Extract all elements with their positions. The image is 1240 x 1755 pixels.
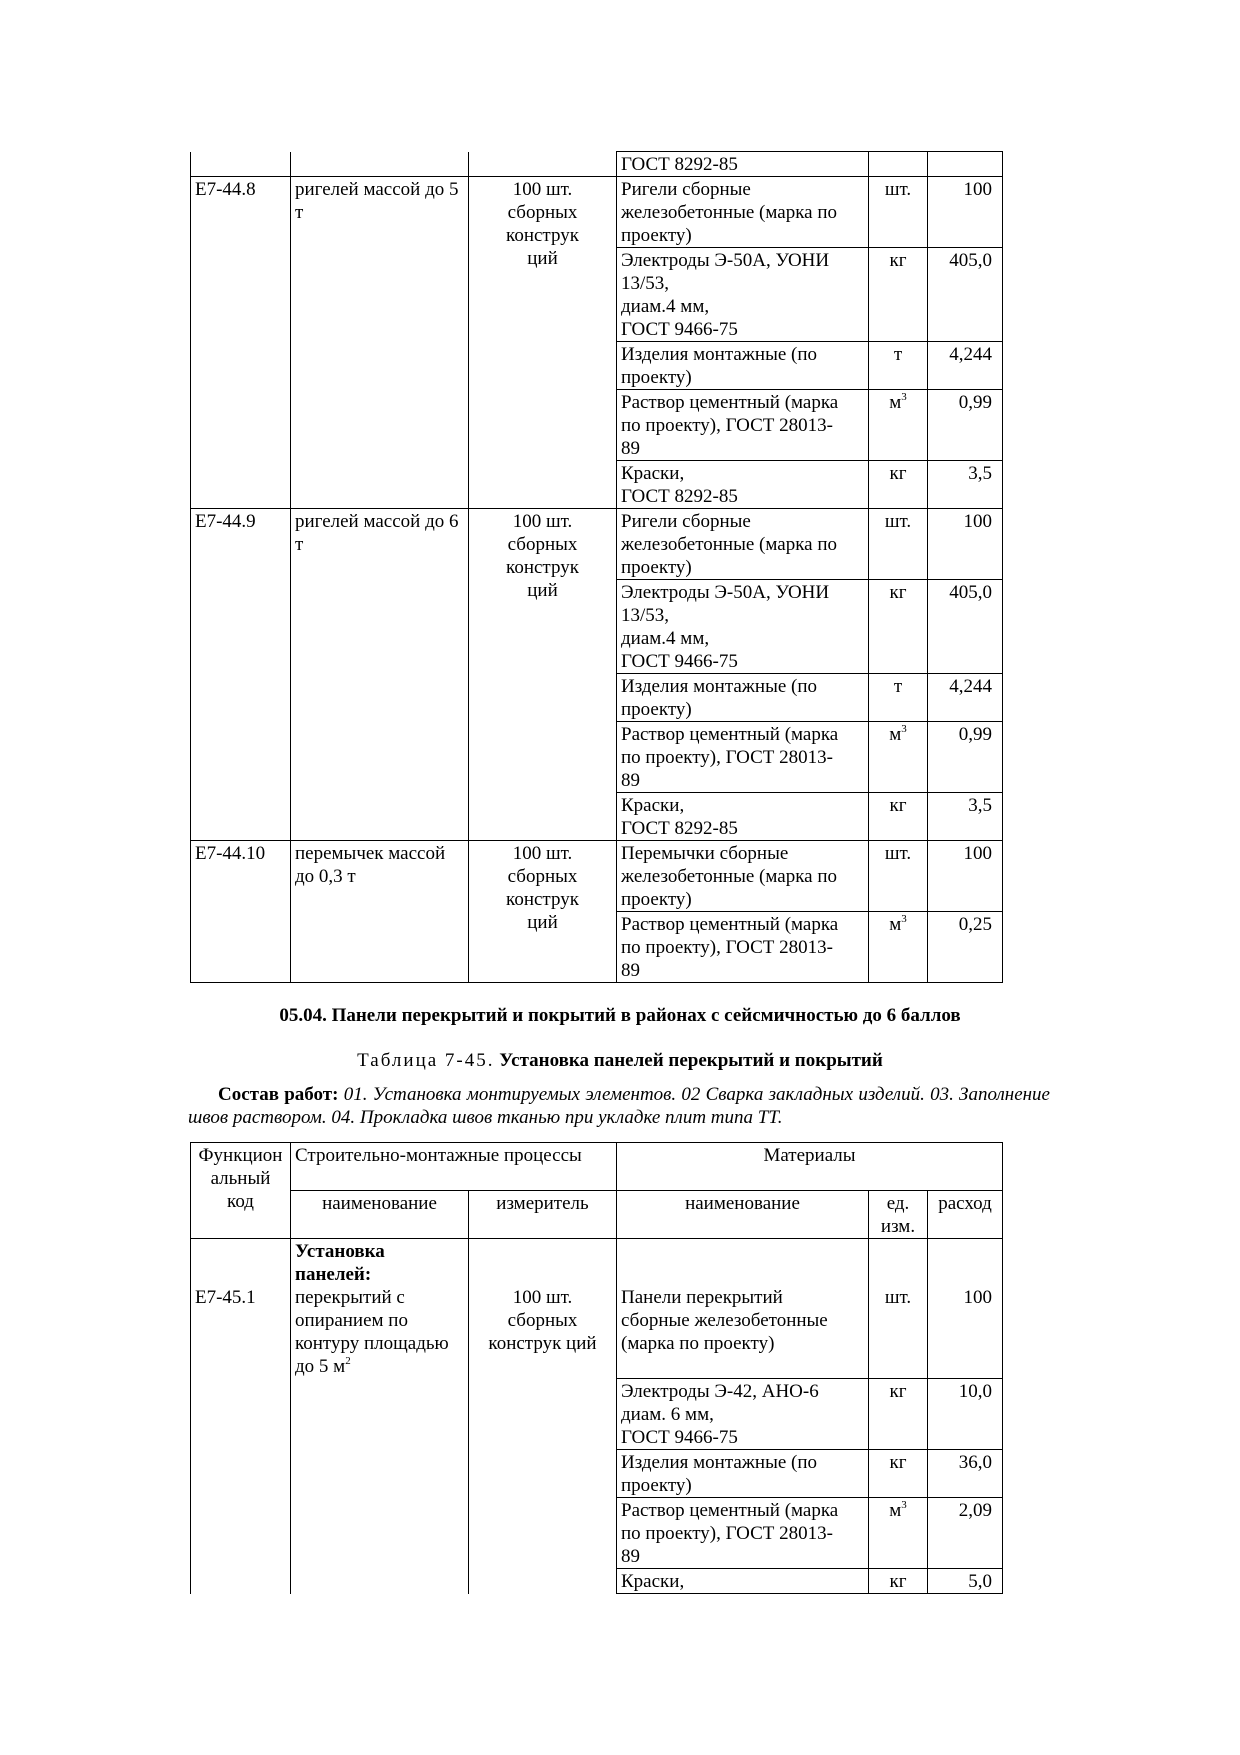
table-row — [191, 390, 1003, 461]
amount: 2,09 — [958, 1500, 993, 1521]
process-text: контуру площадью — [295, 1333, 449, 1354]
header-line: код — [227, 1191, 254, 1212]
text-line — [295, 1309, 464, 1332]
material-name-cell — [617, 152, 869, 177]
header-process-name: наименование — [291, 1191, 469, 1239]
header-processes: Строительно-монтажные процессы — [291, 1143, 617, 1191]
amount-cell — [928, 722, 1003, 793]
header-line: ед. — [886, 1193, 910, 1214]
unit-cell — [869, 912, 928, 983]
measure-cell — [469, 1379, 617, 1450]
materials-table-45 — [190, 1142, 1003, 1594]
text-line: Изделия монтажные (по — [621, 676, 818, 697]
code-cell — [191, 793, 291, 841]
text-line: железобетонные (марка по — [621, 866, 837, 887]
code-cell — [191, 177, 291, 248]
table-number: Таблица 7-45. — [357, 1050, 495, 1071]
amount: 405,0 — [949, 250, 992, 271]
text-line: 89 — [621, 438, 640, 459]
unit: шт. — [884, 1287, 912, 1308]
process-name-cell — [291, 793, 469, 841]
text-line: проекту) — [621, 225, 692, 246]
table-row — [191, 1450, 1003, 1498]
amount-cell — [928, 390, 1003, 461]
materials-table-continued — [190, 151, 1003, 983]
unit-cell — [869, 580, 928, 674]
header-amount: расход — [928, 1191, 1003, 1239]
unit: кг — [889, 463, 907, 484]
table-row — [191, 674, 1003, 722]
text-line — [295, 1332, 464, 1355]
text-line: конструк — [506, 225, 579, 246]
text-line: Электроды Э-50А, УОНИ — [621, 582, 830, 603]
table-row — [191, 152, 1003, 177]
amount-cell — [928, 1450, 1003, 1498]
text-line: по проекту), ГОСТ 28013- — [621, 937, 833, 958]
amount-cell — [928, 1379, 1003, 1450]
unit: кг — [889, 795, 907, 816]
text-line: ций — [527, 248, 558, 269]
unit-cell — [869, 674, 928, 722]
measure-cell — [469, 390, 617, 461]
unit-cell — [869, 1498, 928, 1569]
text-line: Краски, — [621, 795, 685, 816]
text-line: ГОСТ 9466-75 — [621, 651, 738, 672]
measure-cell — [469, 1569, 617, 1594]
text-line: проекту) — [621, 367, 692, 388]
measure-cell — [469, 461, 617, 509]
text-line: Установка — [295, 1241, 385, 1262]
text-line: Ригели сборные — [621, 511, 751, 532]
text-line: диам. 6 мм, — [621, 1404, 714, 1425]
measure-cell — [469, 1239, 617, 1379]
unit-cell — [869, 841, 928, 912]
amount: 100 — [963, 1287, 993, 1308]
measure-cell — [469, 1450, 617, 1498]
material-name-cell — [617, 248, 869, 342]
functional-code: Е7-44.10 — [195, 843, 266, 864]
process-text: до 5 м — [295, 1356, 346, 1377]
material-name-cell — [617, 841, 869, 912]
amount-cell — [928, 793, 1003, 841]
measure-cell — [469, 177, 617, 269]
functional-code: Е7-44.9 — [195, 511, 256, 532]
text-line: 89 — [621, 1546, 640, 1567]
amount-cell — [928, 461, 1003, 509]
amount: 0,99 — [958, 392, 992, 413]
text-line: 13/53, — [621, 273, 670, 294]
text-line: сборных — [507, 202, 578, 223]
header-unit — [869, 1191, 928, 1239]
material-name-cell — [617, 1379, 869, 1450]
measure-cell — [469, 152, 617, 177]
amount-cell — [928, 342, 1003, 390]
header-line: изм. — [880, 1216, 916, 1237]
amount-cell — [928, 509, 1003, 580]
text-line: сборных — [507, 1310, 578, 1331]
amount-cell — [928, 1569, 1003, 1594]
unit-cell — [869, 1450, 928, 1498]
text-line — [295, 1355, 464, 1378]
text-line: диам.4 мм, — [621, 296, 710, 317]
text-line: проекту) — [621, 889, 692, 910]
process-text: опиранием по — [295, 1310, 408, 1331]
unit-cell — [869, 1569, 928, 1594]
table-caption — [190, 1049, 1050, 1072]
code-cell — [191, 390, 291, 461]
amount: 0,25 — [958, 914, 992, 935]
unit: кг — [889, 1452, 907, 1473]
unit-cell — [869, 722, 928, 793]
material-name-cell — [617, 793, 869, 841]
text-line: проекту) — [621, 699, 692, 720]
text-line: ГОСТ 8292-85 — [621, 818, 738, 839]
amount: 5,0 — [968, 1571, 993, 1592]
unit: т — [893, 344, 903, 365]
code-cell — [191, 841, 291, 912]
text-line: Панели перекрытий — [621, 1287, 783, 1308]
amount: 36,0 — [958, 1452, 993, 1473]
measure-cell — [469, 841, 617, 933]
process-name-cell — [291, 248, 469, 342]
table-row — [191, 1379, 1003, 1450]
process-name-cell — [291, 912, 469, 983]
unit: шт. — [884, 179, 912, 200]
table-row — [191, 1569, 1003, 1594]
amount: 4,244 — [949, 676, 992, 697]
process-name: перемычек массой до 0,3 т — [295, 843, 446, 887]
unit-cell — [869, 342, 928, 390]
text-line: диам.4 мм, — [621, 628, 710, 649]
text-line: (марка по проекту) — [621, 1333, 775, 1354]
text-line: проекту) — [621, 557, 692, 578]
code-cell — [191, 152, 291, 177]
material-name-cell — [617, 912, 869, 983]
process-name-cell — [291, 342, 469, 390]
process-title — [295, 1240, 464, 1286]
text-line: сборные железобетонные — [621, 1310, 828, 1331]
measure-cell — [469, 342, 617, 390]
unit: шт. — [884, 843, 912, 864]
material-name-cell — [617, 722, 869, 793]
measure-text — [469, 178, 616, 270]
text-line: ГОСТ 9466-75 — [621, 319, 738, 340]
text-line: сборных — [507, 866, 578, 887]
text-line: 13/53, — [621, 605, 670, 626]
code-cell — [191, 1239, 291, 1379]
measure-text — [469, 842, 616, 934]
text-line: Перемычки сборные — [621, 843, 789, 864]
amount: 100 — [963, 511, 992, 532]
material-name-cell — [617, 461, 869, 509]
process-name-cell — [291, 461, 469, 509]
code-cell — [191, 1498, 291, 1569]
table-row — [191, 841, 1003, 912]
unit: м — [889, 914, 902, 935]
code-cell — [191, 674, 291, 722]
unit: т — [893, 676, 903, 697]
amount: 100 — [963, 843, 992, 864]
text-line: 100 шт. — [512, 1287, 573, 1308]
text-line: Электроды Э-50А, УОНИ — [621, 250, 830, 271]
header-functional-code — [191, 1143, 291, 1239]
section-heading: 05.04. Панели перекрытий и покрытий в районах с сейсмичностью до 6 баллов — [279, 1005, 961, 1026]
unit-cell — [869, 1379, 928, 1450]
material-name-cell — [617, 674, 869, 722]
amount-cell — [928, 674, 1003, 722]
unit: кг — [889, 1381, 907, 1402]
measure-cell — [469, 1498, 617, 1569]
table-row — [191, 793, 1003, 841]
unit: м — [889, 1500, 902, 1521]
code-cell — [191, 461, 291, 509]
text-line: ций — [527, 580, 558, 601]
functional-code: Е7-44.8 — [195, 179, 256, 200]
process-name-cell — [291, 1379, 469, 1450]
unit-superscript: 3 — [901, 391, 907, 403]
unit-cell — [869, 793, 928, 841]
amount: 3,5 — [968, 463, 992, 484]
material-name-cell — [617, 177, 869, 248]
text-line: железобетонные (марка по — [621, 202, 837, 223]
process-name-cell — [291, 177, 469, 248]
amount-cell — [928, 841, 1003, 912]
process-name-cell — [291, 509, 469, 580]
text-line — [295, 1286, 464, 1309]
unit-cell — [869, 177, 928, 248]
text-line: Краски, — [621, 463, 685, 484]
unit-cell — [869, 509, 928, 580]
unit: кг — [889, 1571, 907, 1592]
unit-superscript: 3 — [901, 723, 907, 735]
functional-code: Е7-45.1 — [195, 1287, 256, 1308]
code-cell — [191, 342, 291, 390]
text-line: ций — [527, 912, 558, 933]
unit-cell — [869, 248, 928, 342]
material-name-cell — [617, 1239, 869, 1379]
header-row — [191, 1143, 1003, 1191]
process-name: ригелей массой до 5 т — [295, 179, 459, 223]
header-material-name: наименование — [617, 1191, 869, 1239]
amount-cell — [928, 248, 1003, 342]
amount-cell — [928, 580, 1003, 674]
table-row — [191, 177, 1003, 248]
text-line: Раствор цементный (марка — [621, 914, 839, 935]
table-row — [191, 722, 1003, 793]
text-line: Электроды Э-42, АНО-6 — [621, 1381, 819, 1402]
material-name-cell — [617, 390, 869, 461]
header-line: альный — [210, 1168, 271, 1189]
text-line: Изделия монтажные (по — [621, 344, 818, 365]
text-line: по проекту), ГОСТ 28013- — [621, 747, 833, 768]
amount-cell — [928, 1498, 1003, 1569]
code-cell — [191, 1569, 291, 1594]
header-materials: Материалы — [617, 1143, 1003, 1191]
text-line: конструк ций — [488, 1333, 597, 1354]
process-name-cell — [291, 1569, 469, 1594]
unit: кг — [889, 250, 907, 271]
amount: 0,99 — [958, 724, 992, 745]
material-name-cell — [617, 580, 869, 674]
header-line: Функцион — [198, 1145, 283, 1166]
amount-cell — [928, 177, 1003, 248]
text-line: по проекту), ГОСТ 28013- — [621, 1523, 833, 1544]
text-line: сборных — [507, 534, 578, 555]
work-composition-text: 01. Установка монтируемых элементов. 02 Сварка закладных изделий. 03. Заполнение швов раствором. 04. Прокладка швов тканью при укладке плит типа ТТ. — [188, 1084, 1050, 1128]
text-line: конструк — [506, 889, 579, 910]
unit: кг — [889, 582, 907, 603]
text-line: Раствор цементный (марка — [621, 392, 839, 413]
unit-cell — [869, 152, 928, 177]
text-line: конструк — [506, 557, 579, 578]
header-measure: измеритель — [469, 1191, 617, 1239]
amount-cell — [928, 1239, 1003, 1379]
process-name-cell — [291, 1498, 469, 1569]
amount: 10,0 — [958, 1381, 993, 1402]
material-name-cell — [617, 1498, 869, 1569]
text-line: Изделия монтажные (по — [621, 1452, 818, 1473]
text-line: Раствор цементный (марка — [621, 724, 839, 745]
table-title: Установка панелей перекрытий и покрытий — [499, 1050, 883, 1071]
code-cell — [191, 509, 291, 580]
material-name-cell — [617, 509, 869, 580]
code-cell — [191, 722, 291, 793]
text-line: ГОСТ 9466-75 — [621, 1427, 738, 1448]
text-line: 100 шт. — [512, 843, 573, 864]
text-line: по проекту), ГОСТ 28013- — [621, 415, 833, 436]
amount-cell — [928, 912, 1003, 983]
table-row — [191, 1498, 1003, 1569]
text-line: железобетонные (марка по — [621, 534, 837, 555]
process-name-cell — [291, 1239, 469, 1379]
unit-superscript: 3 — [901, 913, 907, 925]
work-composition-label: Состав работ: — [218, 1084, 339, 1105]
unit-cell — [869, 461, 928, 509]
unit: м — [889, 392, 902, 413]
material-name: ГОСТ 8292-85 — [621, 154, 738, 175]
measure-cell — [469, 674, 617, 722]
amount: 4,244 — [949, 344, 992, 365]
text-line: 89 — [621, 770, 640, 791]
unit: шт. — [884, 511, 912, 532]
work-composition — [188, 1083, 1050, 1129]
unit-cell — [869, 390, 928, 461]
text-line: 100 шт. — [512, 179, 573, 200]
header-row — [191, 1191, 1003, 1239]
unit: м — [889, 724, 902, 745]
amount-cell — [928, 152, 1003, 177]
code-cell — [191, 1379, 291, 1450]
code-cell — [191, 912, 291, 983]
process-name-cell — [291, 1450, 469, 1498]
text-line: 89 — [621, 960, 640, 981]
material-name-cell — [617, 342, 869, 390]
measure-cell — [469, 509, 617, 601]
measure-cell — [469, 793, 617, 841]
process-name-cell — [291, 722, 469, 793]
unit-superscript: 3 — [901, 1499, 907, 1511]
unit-cell — [869, 1239, 928, 1379]
process-name-cell — [291, 390, 469, 461]
code-cell — [191, 248, 291, 342]
text-line: Краски, — [621, 1571, 685, 1592]
material-name-cell — [617, 1569, 869, 1594]
process-name-cell — [291, 674, 469, 722]
text-line: ГОСТ 8292-85 — [621, 486, 738, 507]
table-row — [191, 461, 1003, 509]
text-line: 100 шт. — [512, 511, 573, 532]
process-name: ригелей массой до 6 т — [295, 511, 459, 555]
material-name-cell — [617, 1450, 869, 1498]
measure-text — [469, 510, 616, 602]
amount: 100 — [963, 179, 992, 200]
text-line: панелей: — [295, 1264, 372, 1285]
text-line: Ригели сборные — [621, 179, 751, 200]
table-row — [191, 1239, 1003, 1379]
code-cell — [191, 580, 291, 674]
process-name-cell — [291, 841, 469, 912]
process-name-cell — [291, 580, 469, 674]
amount: 405,0 — [949, 582, 992, 603]
process-text: перекрытий с — [295, 1287, 405, 1308]
process-name-cell — [291, 152, 469, 177]
code-cell — [191, 1450, 291, 1498]
amount: 3,5 — [968, 795, 992, 816]
text-line: Раствор цементный (марка — [621, 1500, 839, 1521]
text-line: проекту) — [621, 1475, 692, 1496]
table-row — [191, 342, 1003, 390]
area-superscript: 2 — [345, 1355, 351, 1367]
measure-cell — [469, 722, 617, 793]
table-row — [191, 509, 1003, 580]
